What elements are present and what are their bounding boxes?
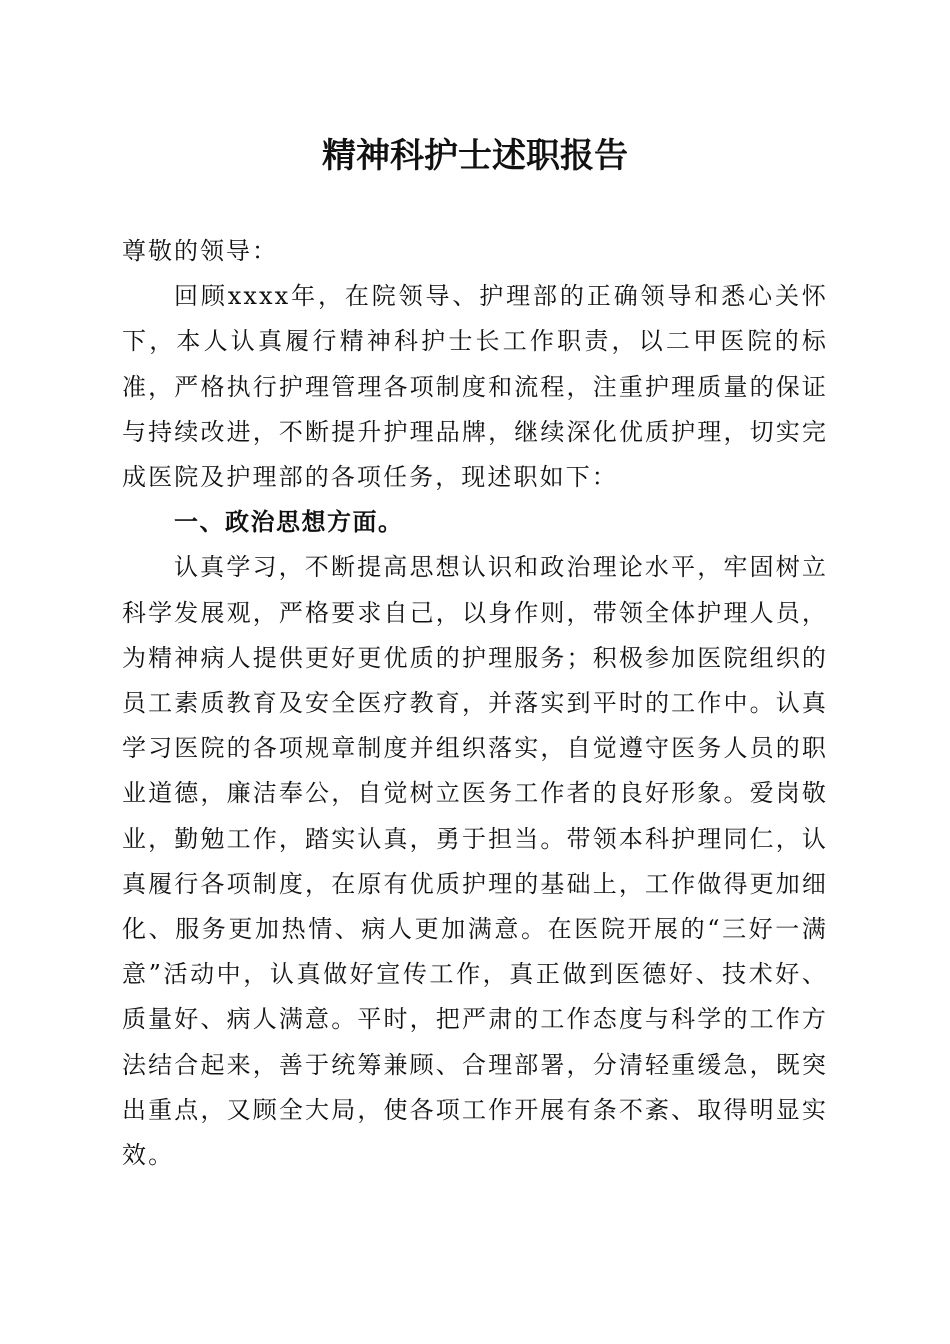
document-title: 精神科护士述职报告 <box>322 136 628 176</box>
document-body <box>122 229 828 1178</box>
section-heading: 一、政治思想方面。 <box>174 508 404 537</box>
paragraph-political: 认真学习，不断提高思想认识和政治理论水平，牢固树立科学发展观，严格要求自己，以身作则，带领全体护理人员，为精神病人提供更好更优质的护理服务；积极参加医院组织的员工素质教育及安全医疗教育，并落实到平时的工作中。认真学习医院的各项规章制度并组织落实，自觉遵守医务人员的职业道德，廉洁奉公，自觉树立医务工作者的良好形象。爱岗敬业，勤勉工作，踏实认真，勇于担当。带领本科护理同仁，认真履行各项制度，在原有优质护理的基础上，工作做得更加细化、服务更加热情、病人更加满意。在医院开展的“三好一满意”活动中，认真做好宣传工作，真正做到医德好、技术好、质量好、病人满意。平时，把严肃的工作态度与科学的工作方法结合起来，善于统筹兼顾、合理部署，分清轻重缓急，既突出重点，又顾全大局，使各项工作开展有条不紊、取得明显实效。 <box>122 553 828 1170</box>
paragraph-intro: 回顾xxxx年，在院领导、护理部的正确领导和悉心关怀下，本人认真履行精神科护士长工作职责，以二甲医院的标准，严格执行护理管理各项制度和流程，注重护理质量的保证与持续改进，不断提升护理品牌，继续深化优质护理，切实完成医院及护理部的各项任务，现述职如下： <box>122 282 828 492</box>
salutation: 尊敬的领导： <box>122 237 278 265</box>
